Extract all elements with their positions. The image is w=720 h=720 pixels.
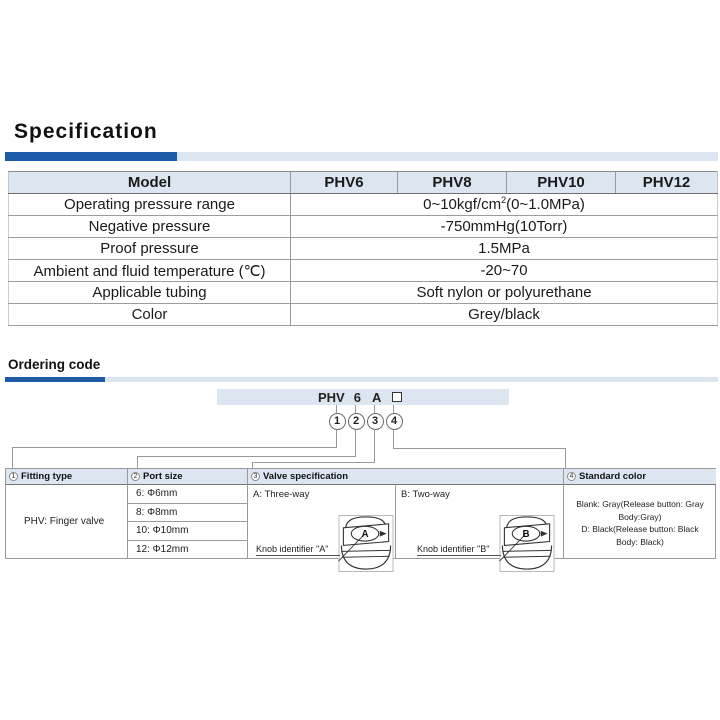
value-text: (0~1.0MPa) xyxy=(506,196,585,213)
circled-number-3: 3 xyxy=(251,472,260,481)
spec-header-phv6: PHV6 xyxy=(291,172,398,194)
connector-line-2 xyxy=(137,456,138,468)
port-size-item: 6: Φ6mm xyxy=(128,485,247,504)
circled-number-1: 1 xyxy=(9,472,18,481)
spec-header-phv10: PHV10 xyxy=(507,172,616,194)
underline-dark-segment xyxy=(5,152,177,161)
spec-row-value: Soft nylon or polyurethane xyxy=(291,282,718,304)
color-option-line: Blank: Gray(Release button: Gray xyxy=(576,499,704,509)
specification-heading: Specification xyxy=(14,120,158,143)
color-option-line: Body: Black) xyxy=(616,536,664,547)
connector-line-4 xyxy=(565,448,566,468)
value-text: 0~10kgf/cm xyxy=(423,196,502,213)
spec-row-label: Operating pressure range xyxy=(9,194,291,216)
fitting-type-column xyxy=(6,469,128,558)
connector-line-2 xyxy=(355,430,356,457)
fitting-type-title: Fitting type xyxy=(21,471,73,482)
code-circle-2: 2 xyxy=(348,413,365,430)
connector-line-1 xyxy=(12,447,13,468)
fitting-type-value: PHV: Finger valve xyxy=(24,516,105,527)
color-option-line: D: Black(Release button: Black xyxy=(581,524,699,534)
spec-row-negative-pressure xyxy=(9,216,718,238)
code-tick-line xyxy=(393,405,394,413)
spec-header-model: Model xyxy=(9,172,291,194)
underline-light-segment xyxy=(177,152,718,161)
spec-row-label: Ambient and fluid temperature (℃) xyxy=(9,260,291,282)
code-tick-line xyxy=(336,405,337,413)
ordering-heading-underline xyxy=(5,377,718,382)
knob-identifier-a-label: Knob identifier "A" xyxy=(256,544,340,556)
port-size-body xyxy=(128,485,247,558)
valve-spec-body xyxy=(248,485,563,558)
code-tick-line xyxy=(374,405,375,413)
valve-knob-illustration-a xyxy=(338,515,394,572)
spec-row-proof-pressure xyxy=(9,238,718,260)
port-size-item: 8: Φ8mm xyxy=(128,504,247,523)
standard-color-header xyxy=(564,469,716,485)
spec-table xyxy=(8,171,718,326)
value-superscript: 2 xyxy=(501,195,507,205)
ordering-code-heading: Ordering code xyxy=(8,357,101,372)
code-circle-1: 1 xyxy=(329,413,346,430)
connector-line-4 xyxy=(393,448,566,449)
spec-header-phv8: PHV8 xyxy=(398,172,507,194)
code-circle-4: 4 xyxy=(386,413,403,430)
connector-line-1 xyxy=(336,430,337,447)
connector-line-4 xyxy=(393,430,394,449)
connector-line-1 xyxy=(12,447,337,448)
port-size-column xyxy=(128,469,248,558)
spec-row-label: Color xyxy=(9,304,291,326)
connector-line-3 xyxy=(252,462,375,463)
code-part-size: 6 xyxy=(353,389,361,405)
valve-spec-title: Valve specification xyxy=(263,471,349,482)
underline-dark-segment xyxy=(5,377,105,382)
connector-line-3 xyxy=(374,430,375,463)
fitting-type-body xyxy=(6,485,127,558)
valve-option-b xyxy=(395,485,564,558)
spec-row-applicable-tubing xyxy=(9,282,718,304)
standard-color-column xyxy=(564,469,716,558)
knob-letter: B xyxy=(522,529,530,541)
spec-row-label: Negative pressure xyxy=(9,216,291,238)
port-size-item: 10: Φ10mm xyxy=(128,522,247,541)
spec-row-label: Proof pressure xyxy=(9,238,291,260)
port-size-item: 12: Φ12mm xyxy=(136,543,189,555)
circled-number-2: 2 xyxy=(131,472,140,481)
valve-spec-header xyxy=(248,469,563,485)
spec-row-value: Grey/black xyxy=(291,304,718,326)
underline-light-segment xyxy=(105,377,718,382)
spec-table-container xyxy=(8,171,718,326)
valve-option-b-label: B: Two-way xyxy=(401,489,450,500)
spec-row-operating-pressure xyxy=(9,194,718,216)
fitting-type-header xyxy=(6,469,127,485)
spec-row-value: -750mmHg(10Torr) xyxy=(291,216,718,238)
blank-box-icon xyxy=(392,392,402,402)
spec-row-value: -20~70 xyxy=(291,260,718,282)
ordering-table xyxy=(5,468,716,559)
color-option-line: Body:Gray) xyxy=(618,511,662,522)
valve-knob-illustration-b xyxy=(499,515,555,572)
valve-option-a-label: A: Three-way xyxy=(253,489,310,500)
spec-row-value xyxy=(291,194,718,216)
port-size-header xyxy=(128,469,247,485)
specification-heading-underline xyxy=(5,152,718,161)
spec-row-color xyxy=(9,304,718,326)
spec-header-phv12: PHV12 xyxy=(616,172,718,194)
code-circle-3: 3 xyxy=(367,413,384,430)
circled-number-4: 4 xyxy=(567,472,576,481)
code-part-valve: A xyxy=(371,389,382,405)
knob-letter: A xyxy=(361,529,369,541)
spec-table-header-row xyxy=(9,172,718,194)
valve-spec-column xyxy=(248,469,564,558)
standard-color-title: Standard color xyxy=(579,471,647,482)
ordering-code-bar xyxy=(217,389,509,405)
spec-row-value: 1.5MPa xyxy=(291,238,718,260)
code-part-series: PHV xyxy=(318,389,345,405)
valve-option-a xyxy=(248,485,395,558)
connector-line-2 xyxy=(137,456,356,457)
spec-row-temperature xyxy=(9,260,718,282)
knob-identifier-b-label: Knob identifier "B" xyxy=(417,544,501,556)
code-tick-line xyxy=(355,405,356,413)
spec-row-label: Applicable tubing xyxy=(9,282,291,304)
standard-color-body xyxy=(564,485,716,558)
port-size-title: Port size xyxy=(143,471,183,482)
